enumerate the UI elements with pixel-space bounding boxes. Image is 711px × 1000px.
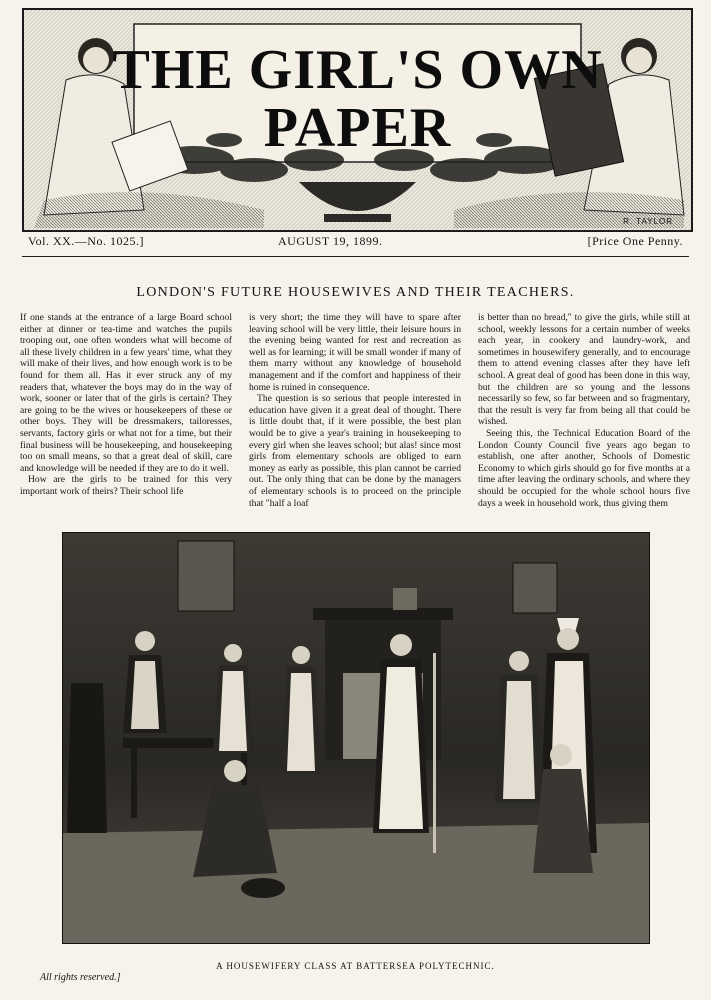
rule-bottom <box>22 256 689 257</box>
artist-signature: R. TAYLOR <box>623 217 673 226</box>
column2-paragraph-2: The question is so serious that people interested in education have given it a great deal of thought. There is little doubt that, if it were possible, the best plan would be to give a year's training in housekeeping to every girl when she leaves school; but alas! since most girls from elementary schools are obliged to earn money as early as possible, this plan cannot be carried out. The only thing that can be done by the managers of elementary schools is to proceed on the principle that "half a loaf <box>249 393 461 509</box>
article-title: LONDON'S FUTURE HOUSEWIVES AND THEIR TEACHERS. <box>136 285 575 300</box>
rule-top <box>22 230 689 231</box>
photo-caption: A HOUSEWIFERY CLASS AT BATTERSEA POLYTECHNIC. <box>216 961 495 971</box>
article-column-1 <box>20 312 232 498</box>
column1-paragraph-1: If one stands at the entrance of a large Board school either at dinner or tea-time and watches the pupils trooping out, one often wonders what will become of all these lively children in a few years' time, what they will make of their lives, and how enough work is to be found for them all. Has it ever struck any of my readers that, whatever the boys may do in the way of work, sooner or later that of the girls is certain? They are going to be the wives or housekeepers of these or other boys. They will be dressmakers, tailoresses, servants, factory girls or what not for a time, but their final business will be housekeeping, and housekeeping too on small means, so that a great deal of skill, care and knowledge will be needed if they are to do it well. <box>20 312 232 474</box>
masthead-title-line2: PAPER <box>263 97 452 159</box>
column1-paragraph-2: How are the girls to be trained for this very important work of theirs? Their school life <box>20 474 232 497</box>
issue-price: [Price One Penny. <box>587 234 683 248</box>
issue-date: AUGUST 19, 1899. <box>278 234 383 248</box>
photo-scene <box>63 533 649 943</box>
masthead <box>22 8 693 232</box>
column3-paragraph-1: is better than no bread," to give the girls, while still at school, weekly lessons for a certain number of weeks each year, in cookery and laundry-work, and sometimes in housewifery generally, and to encourage them to attend evening classes after they have left school. A great deal of good has been done in this way, but the children are so young and the lessons necessarily so few, so far between and so fragmentary, that the result is very far from being all that could be wished. <box>478 312 690 428</box>
housewifery-class-photo <box>62 532 650 944</box>
issue-line <box>28 234 683 252</box>
article-column-2 <box>249 312 461 509</box>
rights-notice: All rights reserved.] <box>40 972 121 983</box>
column3-paragraph-2: Seeing this, the Technical Education Board of the London County Council five years ago began to establish, one after another, Schools of Domestic Economy to which girls should go for five months at a time after leaving the ordinary schools, and where they should be occupied for the whole school hours five days a week in household work, thus giving them <box>478 427 690 509</box>
masthead-title-line1: THE GIRL'S OWN <box>112 39 603 101</box>
issue-volume: Vol. XX.—No. 1025.] <box>28 234 144 248</box>
column2-paragraph-1: is very short; the time they will have to spare after leaving school will be very little, their leisure hours in the evening being wanted for rest and recreation as well as for learning; it will be small wonder if many of them marry without any knowledge of household management and if the comfort and happiness of their home is ruined in consequence. <box>249 312 461 393</box>
article-column-3 <box>478 312 690 509</box>
